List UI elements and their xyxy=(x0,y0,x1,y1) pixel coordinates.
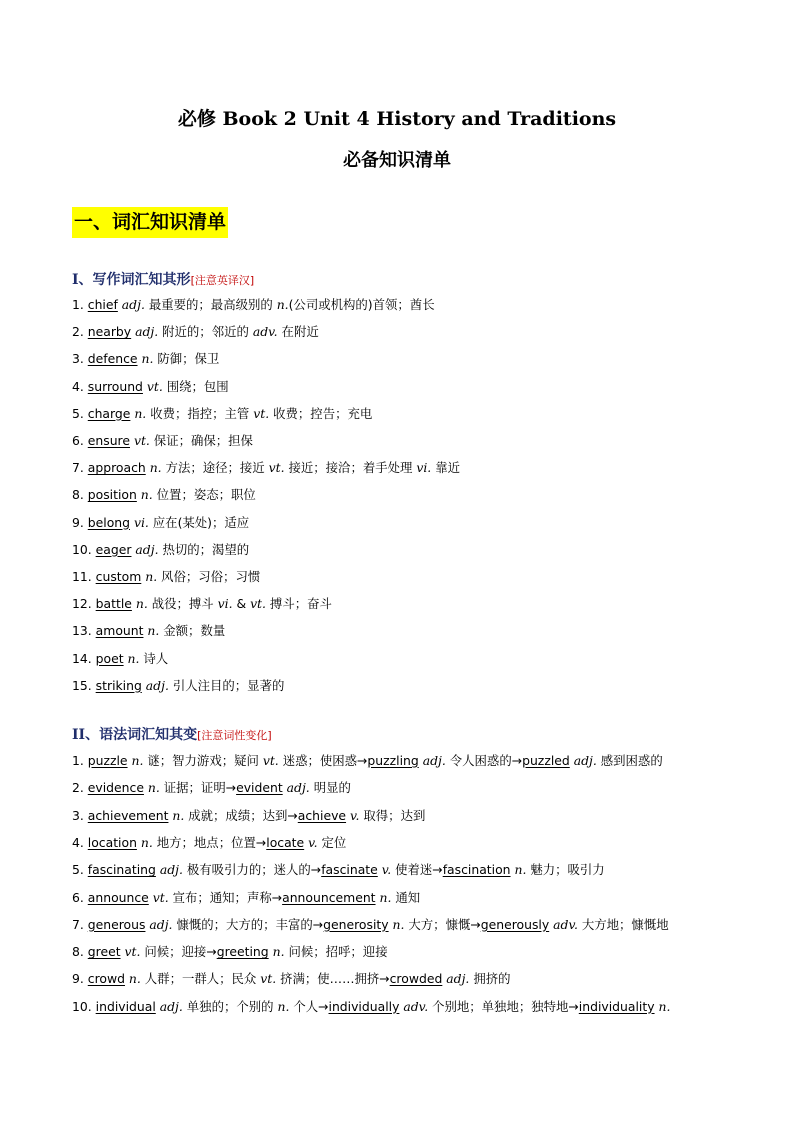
item-number: 15. xyxy=(72,677,96,693)
definition-text: 通知 xyxy=(391,889,421,905)
document-title: 必修 Book 2 Unit 4 History and Traditions xyxy=(177,108,617,130)
definition-text: 围绕；包围 xyxy=(162,378,229,394)
definition-text: 金额；数量 xyxy=(159,623,226,639)
item-number: 9. xyxy=(72,971,88,987)
vocab-word: belong xyxy=(87,514,130,530)
item-number: 8. xyxy=(72,944,88,960)
definition-text: 问候；招呼；迎接 xyxy=(284,944,388,960)
item-number: 5. xyxy=(72,862,88,878)
vocab-word: charge xyxy=(87,405,131,421)
part-of-speech: adj. xyxy=(155,998,183,1014)
part-of-speech: vt. xyxy=(120,944,141,960)
part-of-speech: n. xyxy=(388,916,405,932)
item-number: 1. xyxy=(72,297,88,312)
definition-text: 个人→ xyxy=(289,998,329,1014)
definition-text: 成就；成绩；达到→ xyxy=(184,807,298,823)
vocab-item xyxy=(72,296,435,313)
part2-heading: II、语法词汇知其变 xyxy=(72,727,198,743)
section-heading-vocabulary: 一、词汇知识清单 xyxy=(72,207,228,238)
item-number: 4. xyxy=(72,834,88,850)
part-of-speech: adj. xyxy=(418,753,446,768)
vocab-item xyxy=(72,595,332,612)
item-number: 7. xyxy=(72,916,88,932)
vocab-item xyxy=(72,323,319,340)
definition-text: 人群；一群人；民众 xyxy=(140,971,261,987)
vocab-word: amount xyxy=(95,623,144,639)
vocab-item xyxy=(72,677,284,694)
word-family-item xyxy=(72,970,511,987)
item-number: 8. xyxy=(72,487,88,503)
part-of-speech: n. xyxy=(276,297,289,312)
word-family-item xyxy=(72,779,351,796)
definition-text: 热切的；渴望的 xyxy=(158,541,250,557)
vocab-word: achieve xyxy=(297,807,347,823)
vocab-word: announcement xyxy=(282,889,376,905)
part-of-speech: n. xyxy=(127,753,144,768)
definition-text: 靠近 xyxy=(431,460,460,476)
definition-text: 搏斗；奋斗 xyxy=(265,596,332,612)
vocab-word: ensure xyxy=(87,433,130,448)
part-of-speech: adv. xyxy=(399,998,429,1014)
vocab-item xyxy=(72,622,225,639)
item-number: 9. xyxy=(72,514,88,530)
definition-text: 令人困惑的→ xyxy=(445,753,523,768)
vocab-word: defence xyxy=(87,351,138,367)
item-number: 4. xyxy=(72,378,88,394)
item-number: 7. xyxy=(72,460,88,476)
definition-text: 宣布；通知；声称→ xyxy=(168,889,283,905)
definition-text: 引人注目的；显著的 xyxy=(168,677,285,693)
item-number: 1. xyxy=(72,753,88,768)
definition-text: 单独的；个别的 xyxy=(182,998,278,1014)
vocab-word: locate xyxy=(266,834,305,850)
part-of-speech: vt. xyxy=(260,971,277,987)
vocab-word: individual xyxy=(95,998,156,1014)
part-of-speech: vi. xyxy=(130,514,149,530)
part-of-speech: v. xyxy=(377,862,392,878)
vocab-word: individually xyxy=(328,998,400,1014)
definition-text: 地方；地点；位置→ xyxy=(152,834,267,850)
definition-text: 拥挤的 xyxy=(469,971,511,987)
definition-text: 收费；指控；主管 xyxy=(146,405,254,421)
vocab-word: position xyxy=(87,487,137,503)
definition-text: 大方地；慷慨地 xyxy=(577,916,669,932)
definition-text: 接近；接洽；着手处理 xyxy=(284,460,417,476)
definition-text: 挤满；使……拥挤→ xyxy=(276,971,390,987)
definition-text: 应在(某处)；适应 xyxy=(148,514,250,530)
vocab-item xyxy=(72,459,460,476)
word-family-item xyxy=(72,834,346,851)
vocab-word: crowded xyxy=(389,971,443,987)
part-of-speech: adj. xyxy=(141,677,169,693)
part-of-speech: vt. xyxy=(148,889,169,905)
part-of-speech: n. xyxy=(131,596,148,612)
part-of-speech: n. xyxy=(145,460,162,476)
part1-heading: I、写作词汇知其形 xyxy=(72,272,191,288)
definition-text: 魅力；吸引力 xyxy=(526,862,605,878)
part-of-speech: n. xyxy=(375,889,392,905)
item-number: 6. xyxy=(72,889,88,905)
vocab-item xyxy=(72,405,372,422)
document-subtitle: 必备知识清单 xyxy=(343,150,451,171)
part-of-speech: vt. xyxy=(268,460,285,476)
definition-text: 慷慨的；大方的；丰富的→ xyxy=(172,916,324,932)
vocab-word: custom xyxy=(95,569,142,584)
part-of-speech: adj. xyxy=(145,916,173,932)
item-number: 2. xyxy=(72,780,88,796)
vocab-word: crowd xyxy=(87,971,125,987)
vocab-word: evidence xyxy=(87,780,144,796)
vocab-word: generously xyxy=(480,916,550,932)
part1-note: [注意英译汉] xyxy=(190,274,255,287)
part-of-speech: n. xyxy=(136,834,153,850)
vocab-item xyxy=(72,541,249,558)
definition-text: & xyxy=(232,596,251,612)
definition-text: (公司或机构的)首领；酋长 xyxy=(288,297,435,312)
vocab-word: poet xyxy=(95,650,124,666)
part-of-speech: adj. xyxy=(155,862,183,878)
item-number: 10. xyxy=(72,541,96,557)
vocab-word: evident xyxy=(236,780,283,796)
vocab-word: location xyxy=(87,834,137,850)
definition-text: 防御；保卫 xyxy=(153,351,220,367)
part-of-speech: n. xyxy=(136,487,153,503)
definition-text: 定位 xyxy=(317,834,347,850)
item-number: 2. xyxy=(72,324,88,340)
item-number: 11. xyxy=(72,569,96,584)
definition-text: 方法；途径；接近 xyxy=(161,460,269,476)
vocab-item xyxy=(72,514,249,531)
vocab-item xyxy=(72,486,256,503)
vocab-word: individuality xyxy=(578,998,655,1014)
part-of-speech: vt. xyxy=(253,405,270,421)
definition-text: 感到困惑的 xyxy=(596,753,663,768)
part-of-speech: adv. xyxy=(252,324,278,340)
definition-text: 风俗；习俗；习惯 xyxy=(157,569,261,584)
part-of-speech: adj. xyxy=(282,780,310,796)
definition-text: 位置；姿态；职位 xyxy=(152,487,256,503)
definition-text: 证据；证明→ xyxy=(159,780,237,796)
definition-text: 问候；迎接→ xyxy=(140,944,217,960)
part2-heading-row xyxy=(72,727,272,744)
vocab-item xyxy=(72,432,253,449)
vocab-word: striking xyxy=(95,677,142,693)
part-of-speech: n. xyxy=(143,623,160,639)
part-of-speech: v. xyxy=(304,834,318,850)
vocab-word: greet xyxy=(87,944,121,960)
part-of-speech: adj. xyxy=(442,971,470,987)
definition-text: 收费；控告；充电 xyxy=(269,405,373,421)
vocab-word: announce xyxy=(87,889,149,905)
word-family-item xyxy=(72,998,670,1015)
part-of-speech: n. xyxy=(137,351,154,367)
vocab-item xyxy=(72,568,260,585)
definition-text: 附近的；邻近的 xyxy=(158,324,253,340)
vocab-word: puzzle xyxy=(87,753,128,768)
part-of-speech: vi. xyxy=(217,596,233,612)
definition-text: 战役；搏斗 xyxy=(147,596,218,612)
vocab-word: fascinating xyxy=(87,862,156,878)
definition-text: 明显的 xyxy=(309,780,351,796)
vocab-item xyxy=(72,650,168,667)
part1-heading-row xyxy=(72,272,254,289)
vocab-word: greeting xyxy=(216,944,269,960)
item-number: 6. xyxy=(72,433,88,448)
part-of-speech: n. xyxy=(654,998,671,1014)
part-of-speech: adv. xyxy=(549,916,578,932)
item-number: 3. xyxy=(72,807,88,823)
item-number: 12. xyxy=(72,596,96,612)
part-of-speech: n. xyxy=(130,405,147,421)
vocab-word: fascination xyxy=(442,862,511,878)
vocab-word: puzzled xyxy=(522,753,570,768)
part-of-speech: n. xyxy=(168,807,185,823)
vocab-word: generous xyxy=(87,916,146,932)
vocab-word: approach xyxy=(87,460,146,476)
definition-text: 迷惑；使困惑→ xyxy=(278,753,368,768)
vocab-word: battle xyxy=(95,596,132,612)
definition-text: 在附近 xyxy=(277,324,319,340)
vocab-word: puzzling xyxy=(367,753,419,768)
definition-text: 最重要的；最高级别的 xyxy=(144,297,277,312)
part-of-speech: n. xyxy=(510,862,527,878)
definition-text: 大方；慷慨→ xyxy=(404,916,481,932)
part-of-speech: n. xyxy=(277,998,290,1014)
item-number: 5. xyxy=(72,405,88,421)
part-of-speech: adj. xyxy=(131,324,159,340)
part-of-speech: n. xyxy=(123,650,140,666)
item-number: 13. xyxy=(72,623,96,639)
definition-text: 极有吸引力的；迷人的→ xyxy=(182,862,322,878)
part-of-speech: n. xyxy=(124,971,141,987)
part-of-speech: n. xyxy=(141,569,158,584)
vocab-word: surround xyxy=(87,378,143,394)
item-number: 10. xyxy=(72,998,96,1014)
definition-text: 个别地；单独地；独特地→ xyxy=(428,998,579,1014)
definition-text: 谜；智力游戏；疑问 xyxy=(143,753,263,768)
definition-text: 保证；确保；担保 xyxy=(149,433,253,448)
part-of-speech: v. xyxy=(346,807,360,823)
word-family-item xyxy=(72,889,420,906)
part-of-speech: adj. xyxy=(117,297,145,312)
word-family-item xyxy=(72,943,388,960)
part-of-speech: adj. xyxy=(569,753,597,768)
definition-text: 取得；达到 xyxy=(359,807,426,823)
part-of-speech: vt. xyxy=(130,433,150,448)
vocab-word: eager xyxy=(95,541,132,557)
vocab-word: chief xyxy=(87,297,118,312)
word-family-item xyxy=(72,861,605,878)
part-of-speech: adj. xyxy=(131,541,159,557)
part-of-speech: vt. xyxy=(250,596,266,612)
word-family-item xyxy=(72,807,425,824)
vocab-word: achievement xyxy=(87,807,169,823)
vocab-item xyxy=(72,378,229,395)
part-of-speech: vt. xyxy=(142,378,163,394)
vocab-word: nearby xyxy=(87,324,132,340)
item-number: 14. xyxy=(72,650,96,666)
definition-text: 使着迷→ xyxy=(391,862,443,878)
part-of-speech: n. xyxy=(268,944,285,960)
part-of-speech: n. xyxy=(143,780,160,796)
part-of-speech: vt. xyxy=(262,753,279,768)
vocab-word: fascinate xyxy=(321,862,378,878)
vocab-word: generosity xyxy=(323,916,389,932)
part-of-speech: vi. xyxy=(416,460,432,476)
vocab-item xyxy=(72,350,219,367)
part2-note: [注意词性变化] xyxy=(197,729,272,742)
item-number: 3. xyxy=(72,351,88,367)
definition-text: 诗人 xyxy=(139,650,169,666)
word-family-item xyxy=(72,752,663,769)
word-family-item xyxy=(72,916,669,933)
